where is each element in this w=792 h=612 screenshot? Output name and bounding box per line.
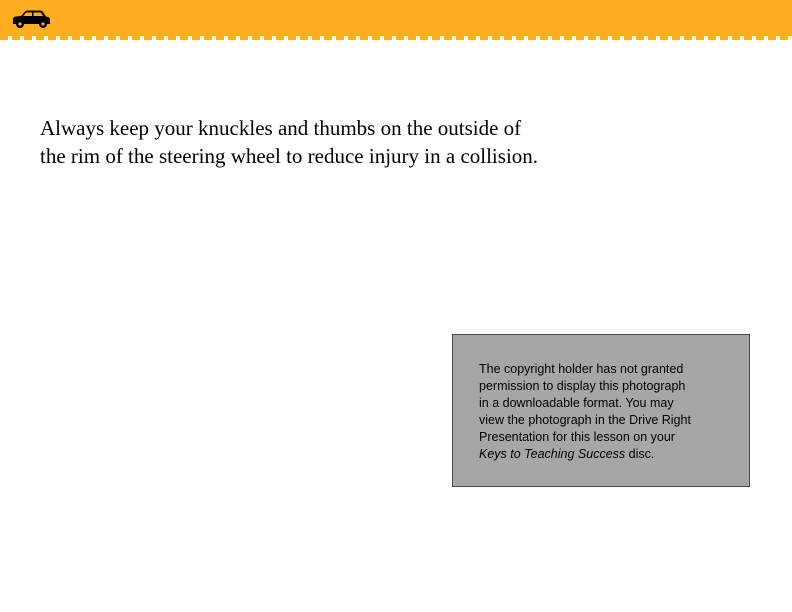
notice-line-2: permission to display this photograph: [479, 379, 686, 393]
notice-line-6-rest: disc.: [625, 447, 655, 461]
notice-line-1: The copyright holder has not granted: [479, 362, 684, 376]
instruction-line-2: the rim of the steering wheel to reduce injury in a collision.: [40, 144, 539, 168]
notice-disc-title: Keys to Teaching Success: [479, 447, 626, 461]
copyright-notice-box: [452, 334, 750, 487]
copyright-notice-text: [479, 361, 739, 463]
notice-line-5: Presentation for this lesson on your: [479, 430, 675, 444]
car-icon: [10, 9, 52, 29]
top-banner: [0, 0, 792, 40]
instruction-text: [40, 114, 660, 170]
notice-line-4: view the photograph in the Drive Right: [479, 413, 691, 427]
notice-line-3: in a downloadable format. You may: [479, 396, 674, 410]
instruction-line-1: Always keep your knuckles and thumbs on the outside of: [40, 116, 522, 140]
notice-line-6: [479, 446, 739, 463]
banner-stripe: [0, 0, 792, 40]
